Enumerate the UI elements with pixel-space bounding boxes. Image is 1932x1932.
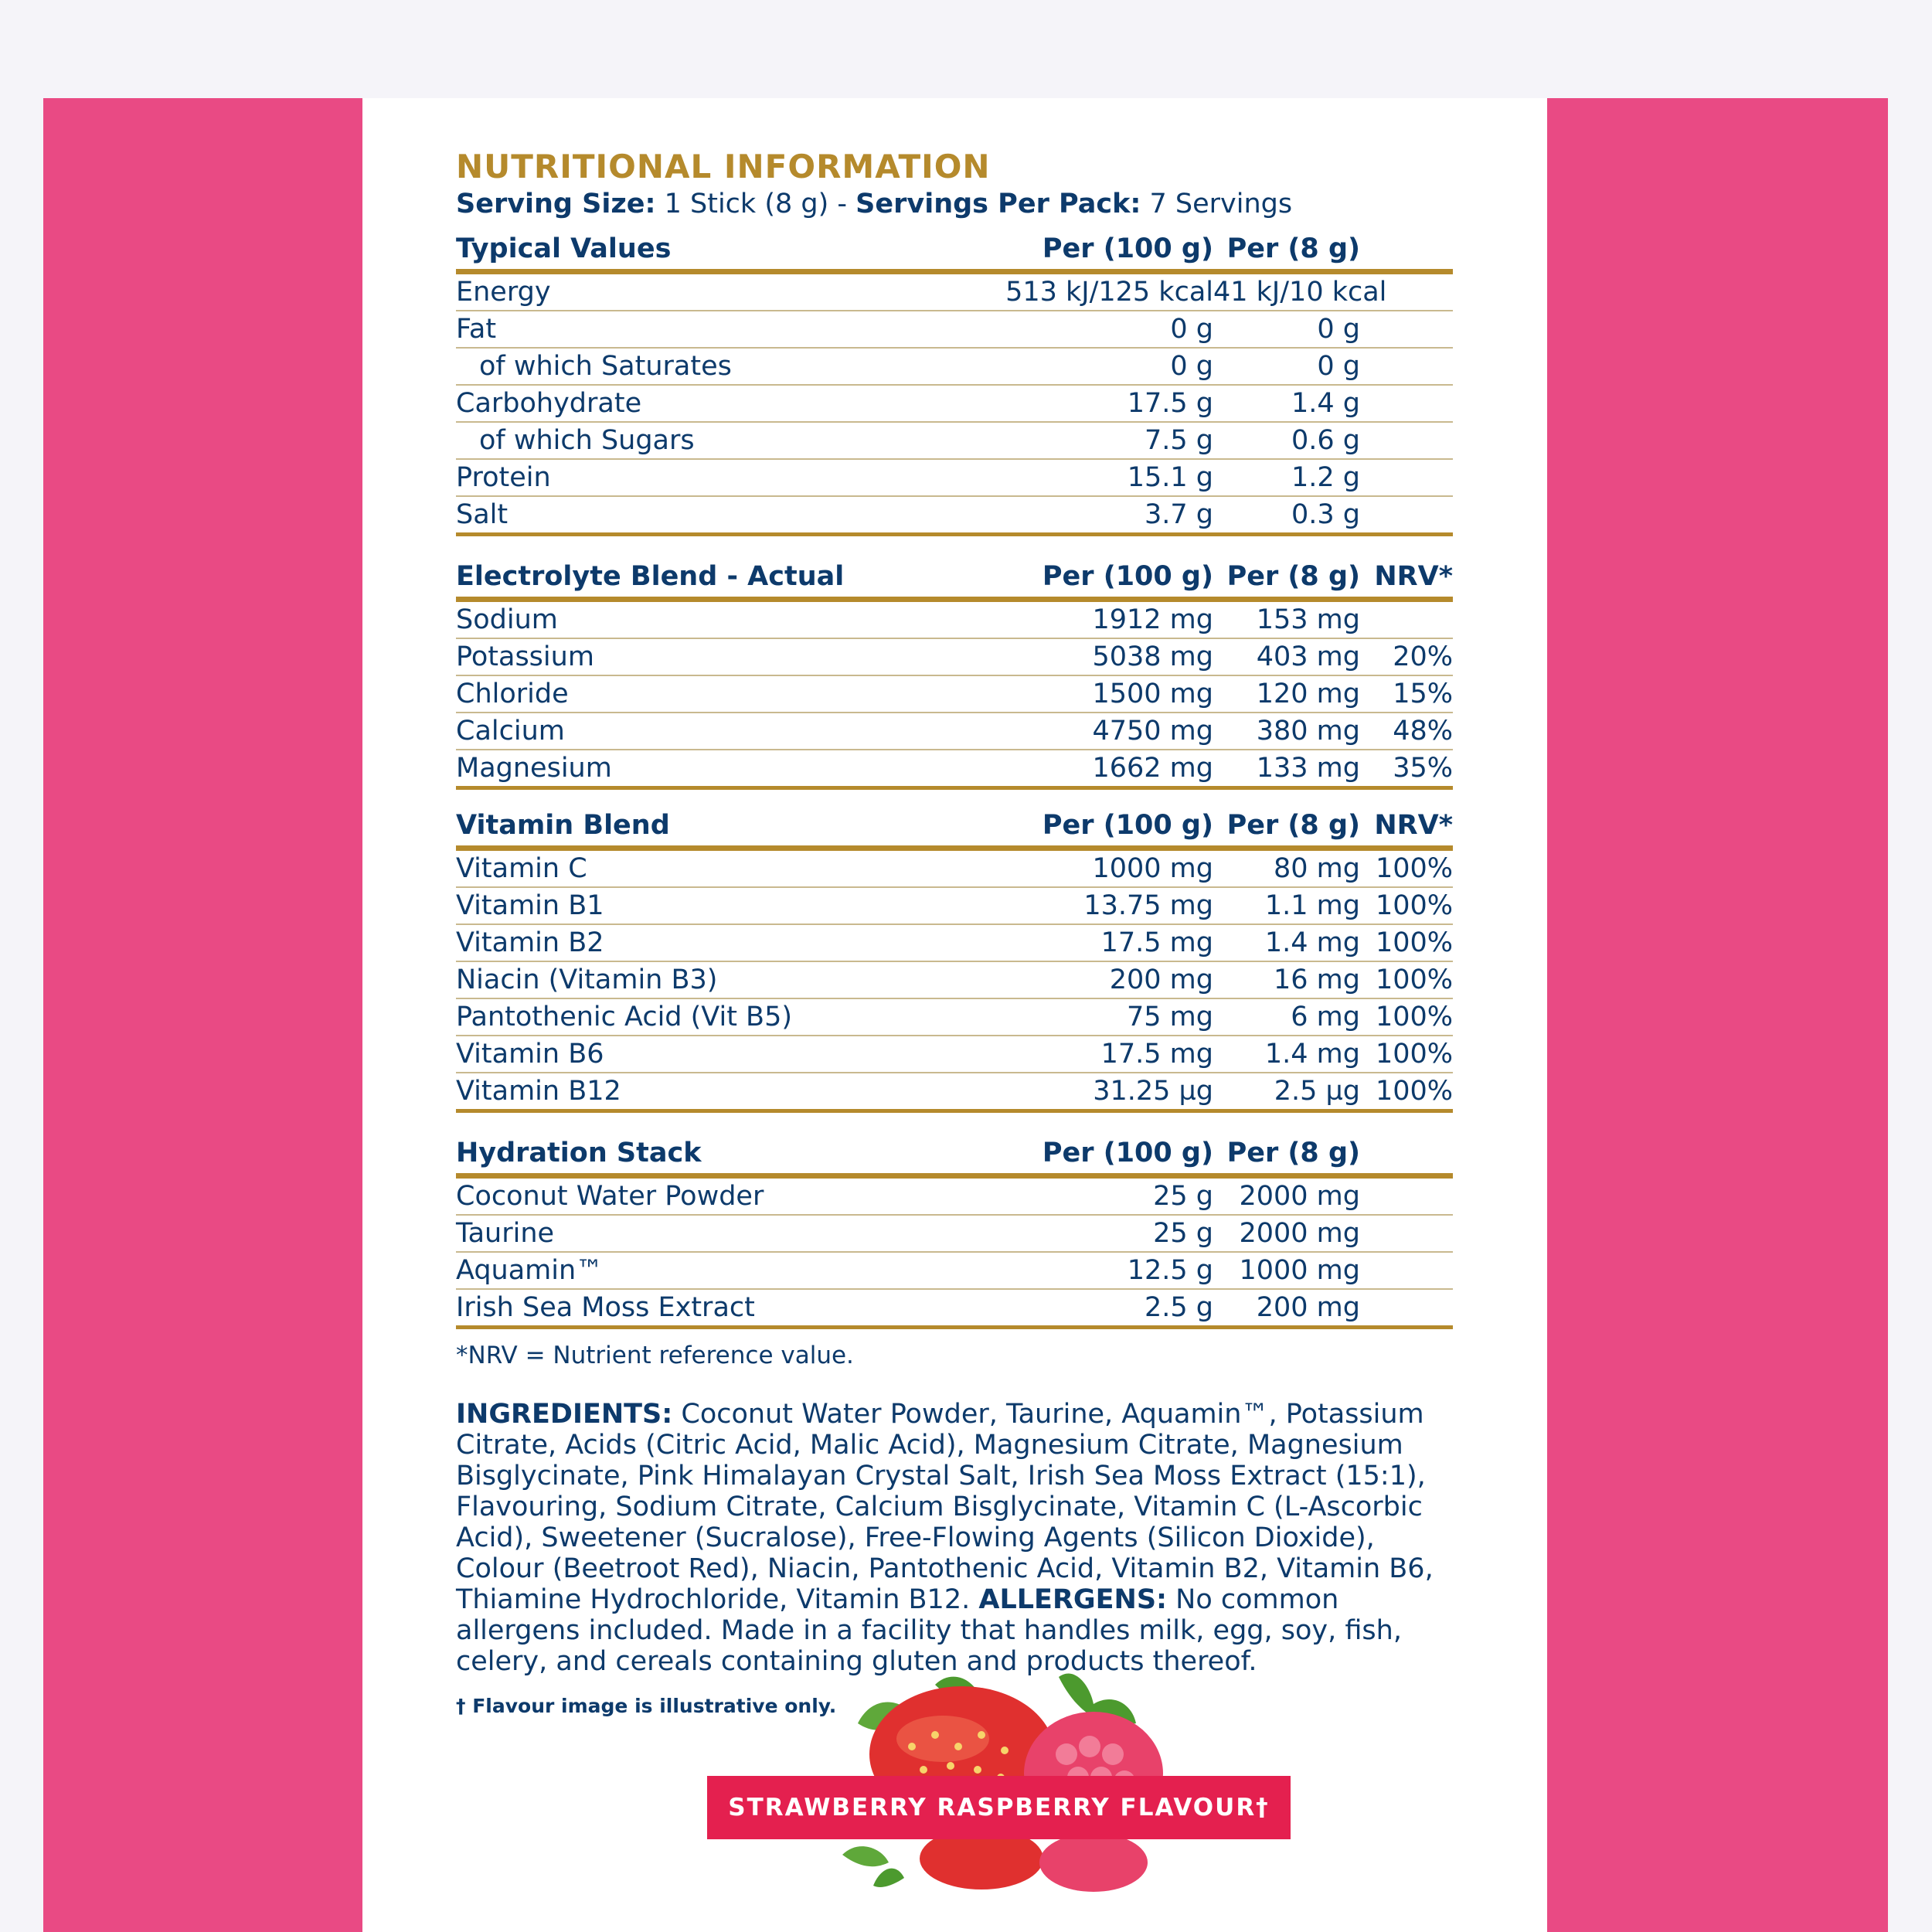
serving-size-value: 1 Stick (8 g) [664, 189, 829, 219]
table-row [456, 600, 1453, 639]
table-cell: Calcium [456, 713, 997, 750]
table-cell: 0 g [1213, 348, 1360, 385]
column-header: Per (8 g) [1213, 1128, 1360, 1176]
vitamin-table [456, 801, 1453, 1113]
table-row [456, 272, 1453, 311]
table-cell: 15% [1360, 675, 1453, 713]
table-cell: 3.7 g [997, 496, 1213, 535]
hydration-table [456, 1128, 1453, 1329]
table-row [456, 1215, 1453, 1252]
table-cell: Taurine [456, 1215, 997, 1252]
column-header: Per (100 g) [997, 801, 1213, 849]
table-cell: 13.75 mg [997, 887, 1213, 924]
column-header: NRV* [1360, 552, 1453, 600]
allergens-text: No common allergens included. Made in a facility that handles milk, egg, soy, fish, celery, and cereals containing gluten and products thereof. [456, 1584, 1402, 1677]
table-cell: 17.5 mg [997, 1036, 1213, 1073]
table-cell: 6 mg [1213, 998, 1360, 1036]
column-header [1360, 1128, 1453, 1176]
table-cell: 1000 mg [1213, 1252, 1360, 1289]
table-cell: Protein [456, 459, 997, 496]
table-cell: 1500 mg [997, 675, 1213, 713]
table-cell: Pantothenic Acid (Vit B5) [456, 998, 997, 1036]
table-row [456, 1036, 1453, 1073]
table-header-row [456, 801, 1453, 849]
table-cell: 1.2 g [1213, 459, 1360, 496]
table-cell [1360, 1176, 1453, 1216]
table-cell: 1.4 mg [1213, 924, 1360, 961]
table-header-row [456, 552, 1453, 600]
table-cell: 513 kJ/125 kcal [997, 272, 1213, 311]
table-cell: 17.5 g [997, 385, 1213, 422]
table-cell: 4750 mg [997, 713, 1213, 750]
table-row [456, 675, 1453, 713]
column-header: Typical Values [456, 224, 997, 272]
table-row [456, 713, 1453, 750]
serving-info [456, 187, 1453, 224]
column-header: NRV* [1360, 801, 1453, 849]
table-row [456, 961, 1453, 998]
table-row [456, 924, 1453, 961]
table-cell: 12.5 g [997, 1252, 1213, 1289]
electrolyte-table [456, 552, 1453, 790]
table-cell: 100% [1360, 849, 1453, 888]
table-cell: 153 mg [1213, 600, 1360, 639]
column-header: Per (8 g) [1213, 552, 1360, 600]
table-cell [1360, 311, 1453, 348]
flavour-banner: STRAWBERRY RASPBERRY FLAVOUR† [707, 1776, 1291, 1839]
column-header: Hydration Stack [456, 1128, 997, 1176]
table-cell: Irish Sea Moss Extract [456, 1289, 997, 1328]
table-row [456, 887, 1453, 924]
table-cell: 100% [1360, 1073, 1453, 1111]
nrv-footnote: *NRV = Nutrient reference value. [456, 1342, 854, 1369]
column-header: Per (8 g) [1213, 224, 1360, 272]
table-cell: Potassium [456, 638, 997, 675]
table-cell [1360, 496, 1453, 535]
table-row [456, 1252, 1453, 1289]
table-cell: Carbohydrate [456, 385, 997, 422]
table-row [456, 638, 1453, 675]
table-row [456, 1073, 1453, 1111]
table-cell: 16 mg [1213, 961, 1360, 998]
ingredients-label: INGREDIENTS: [456, 1399, 673, 1430]
table-cell [1360, 422, 1453, 459]
table-cell: 100% [1360, 887, 1453, 924]
table-cell [1360, 459, 1453, 496]
table-cell: Fat [456, 311, 997, 348]
ingredients-block [456, 1399, 1453, 1677]
table-cell: 31.25 µg [997, 1073, 1213, 1111]
table-row [456, 459, 1453, 496]
table-header-row [456, 1128, 1453, 1176]
typical-values-table [456, 224, 1453, 536]
table-cell: 200 mg [1213, 1289, 1360, 1328]
table-cell: 0.6 g [1213, 422, 1360, 459]
table-cell: 1.4 g [1213, 385, 1360, 422]
table-cell: 0 g [997, 348, 1213, 385]
right-pink-band [1547, 98, 1888, 1932]
ingredients-text: Coconut Water Powder, Taurine, Aquamin™, Potassium Citrate, Acids (Citric Acid, Malic Acid), Magnesium Citrate, Magnesium Bisglycinate, Pink Himalayan Crystal Salt, Irish Sea Moss Extract (15:1), Flavouring, Sodium Citrate, Calcium Bisglycinate, Vitamin C (L-Ascorbic Acid), Sweetener (Sucralose), Free-Flowing Agents (Silicon Dioxide), Colour (Beetroot Red), Niacin, Pantothenic Acid, Vitamin B2, Vitamin B6, Thiamine Hydrochloride, Vitamin B12. [456, 1399, 1434, 1615]
table-cell: 0.3 g [1213, 496, 1360, 535]
table-cell: 17.5 mg [997, 924, 1213, 961]
table-cell: 2.5 g [997, 1289, 1213, 1328]
table-cell: Magnesium [456, 750, 997, 788]
table-cell: 0 g [1213, 311, 1360, 348]
table-cell: Coconut Water Powder [456, 1176, 997, 1216]
table-header-row [456, 224, 1453, 272]
table-cell: 80 mg [1213, 849, 1360, 888]
nutrition-content [456, 147, 1453, 1677]
column-header: Per (100 g) [997, 1128, 1213, 1176]
table-cell [1360, 1289, 1453, 1328]
table-cell: 75 mg [997, 998, 1213, 1036]
table-cell: 100% [1360, 961, 1453, 998]
table-cell: of which Saturates [456, 348, 997, 385]
table-cell: 1.1 mg [1213, 887, 1360, 924]
table-cell: 48% [1360, 713, 1453, 750]
table-row [456, 348, 1453, 385]
table-cell: 100% [1360, 1036, 1453, 1073]
column-header: Electrolyte Blend - Actual [456, 552, 997, 600]
column-header: Per (100 g) [997, 552, 1213, 600]
table-cell: Salt [456, 496, 997, 535]
table-cell: of which Sugars [456, 422, 997, 459]
table-cell: 7.5 g [997, 422, 1213, 459]
table-cell: 120 mg [1213, 675, 1360, 713]
table-cell: Vitamin C [456, 849, 997, 888]
table-row [456, 1289, 1453, 1328]
table-cell [1360, 1252, 1453, 1289]
table-cell: Sodium [456, 600, 997, 639]
table-cell: 2.5 µg [1213, 1073, 1360, 1111]
left-pink-band [43, 98, 362, 1932]
table-cell: Aquamin™ [456, 1252, 997, 1289]
table-cell: Energy [456, 272, 997, 311]
table-cell: 100% [1360, 998, 1453, 1036]
serving-size-label: Serving Size: [456, 189, 656, 219]
table-row [456, 422, 1453, 459]
table-cell: 41 kJ/10 kcal [1213, 272, 1360, 311]
table-cell: 200 mg [997, 961, 1213, 998]
servings-per-pack-label: Servings Per Pack: [855, 189, 1141, 219]
allergens-label: ALLERGENS: [978, 1584, 1168, 1615]
table-cell: 1912 mg [997, 600, 1213, 639]
table-cell: Vitamin B6 [456, 1036, 997, 1073]
column-header: Per (8 g) [1213, 801, 1360, 849]
table-cell [1360, 385, 1453, 422]
table-cell: Niacin (Vitamin B3) [456, 961, 997, 998]
table-row [456, 496, 1453, 535]
illustrative-note: † Flavour image is illustrative only. [456, 1695, 837, 1717]
table-cell: 100% [1360, 924, 1453, 961]
table-cell: 133 mg [1213, 750, 1360, 788]
table-cell: 25 g [997, 1176, 1213, 1216]
table-cell: 1.4 mg [1213, 1036, 1360, 1073]
table-cell: 5038 mg [997, 638, 1213, 675]
table-cell: 380 mg [1213, 713, 1360, 750]
table-row [456, 1176, 1453, 1216]
table-cell: 1662 mg [997, 750, 1213, 788]
table-row [456, 998, 1453, 1036]
table-cell: 25 g [997, 1215, 1213, 1252]
column-header [1360, 224, 1453, 272]
table-row [456, 849, 1453, 888]
table-cell: 2000 mg [1213, 1215, 1360, 1252]
column-header: Vitamin Blend [456, 801, 997, 849]
serving-separator: - [837, 189, 848, 219]
table-row [456, 385, 1453, 422]
servings-per-pack-value: 7 Servings [1149, 189, 1293, 219]
table-cell [1360, 600, 1453, 639]
column-header: Per (100 g) [997, 224, 1213, 272]
table-row [456, 750, 1453, 788]
table-cell [1360, 348, 1453, 385]
table-cell: 2000 mg [1213, 1176, 1360, 1216]
table-cell [1360, 1215, 1453, 1252]
page-title: NUTRITIONAL INFORMATION [456, 148, 991, 185]
table-cell: Chloride [456, 675, 997, 713]
table-cell: Vitamin B2 [456, 924, 997, 961]
table-cell: 35% [1360, 750, 1453, 788]
table-cell: Vitamin B12 [456, 1073, 997, 1111]
table-cell: 20% [1360, 638, 1453, 675]
table-row [456, 311, 1453, 348]
table-cell: 15.1 g [997, 459, 1213, 496]
table-cell: 403 mg [1213, 638, 1360, 675]
table-cell: Vitamin B1 [456, 887, 997, 924]
table-cell: 1000 mg [997, 849, 1213, 888]
table-cell: 0 g [997, 311, 1213, 348]
